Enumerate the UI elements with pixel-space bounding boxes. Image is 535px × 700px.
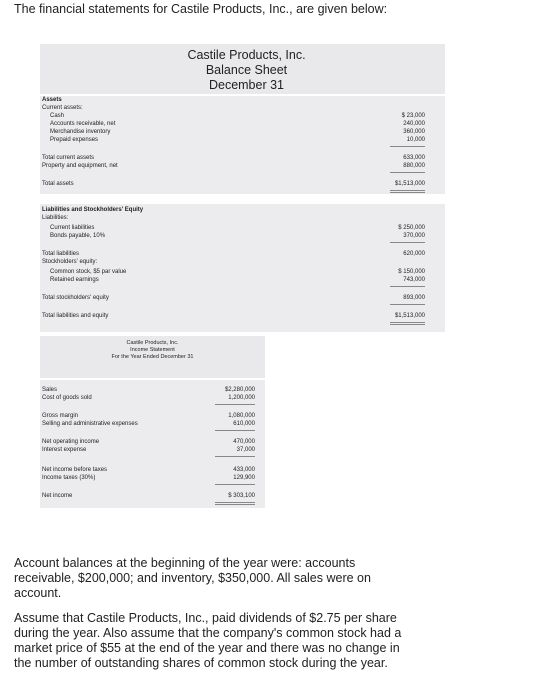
cash-row: Cash $ 23,000 [50, 113, 425, 119]
retained-earnings-row: Retained earnings 743,000 [50, 277, 425, 283]
balance-sheet-header [40, 44, 445, 94]
double-underline [390, 324, 425, 325]
ar-row: Accounts receivable, net 240,000 [50, 121, 425, 127]
is-title: Income Statement [130, 347, 175, 353]
paragraph-dividends: Assume that Castile Products, Inc., paid dividends of $2.75 per share during the year. Also assume that the company's common stock had a market price of $55 at the end of the year and there was no change in the number of outstanding shares of common stock during the year. [14, 611, 402, 670]
cogs-row: Cost of goods sold 1,200,000 [42, 395, 255, 401]
income-statement [40, 336, 265, 526]
bs-title: Balance Sheet [205, 63, 288, 77]
total-stockholders-equity-row: Total stockholders' equity 893,000 [42, 295, 425, 301]
double-underline [390, 322, 425, 323]
current-liabilities-row: Current liabilities $ 250,000 [50, 225, 425, 231]
underline [390, 146, 425, 147]
common-stock-row: Common stock, $5 par value $ 150,000 [50, 269, 425, 275]
is-period: For the Year Ended December 31 [111, 354, 194, 360]
double-underline [390, 192, 425, 193]
bs-company: Castile Products, Inc. [187, 48, 306, 62]
underline [215, 404, 255, 405]
net-operating-income-row: Net operating income 470,000 [42, 439, 255, 445]
interest-expense-row: Interest expense 37,000 [42, 447, 255, 453]
inventory-row: Merchandise inventory 360,000 [50, 129, 425, 135]
sga-row: Selling and administrative expenses 610,000 [42, 421, 255, 427]
total-liabilities-equity-row: Total liabilities and equity $1,513,000 [42, 313, 425, 319]
underline [390, 172, 425, 173]
is-company: Castile Products, Inc. [126, 340, 179, 346]
net-income-row: Net income $ 303,100 [42, 493, 255, 499]
total-current-assets-row: Total current assets 633,000 [42, 155, 425, 161]
total-assets-row: Total assets $1,513,000 [42, 181, 425, 187]
ppe-row: Property and equipment, net 880,000 [42, 163, 425, 169]
income-taxes-row: Income taxes (30%) 129,900 [42, 475, 255, 481]
double-underline [215, 504, 255, 505]
underline [215, 484, 255, 485]
underline [390, 242, 425, 243]
underline [215, 456, 255, 457]
problem-intro: The financial statements for Castile Products, Inc., are given below: [14, 2, 388, 16]
sales-row: Sales $2,280,000 [42, 387, 255, 393]
bs-date: December 31 [208, 78, 285, 92]
income-statement-header [40, 336, 265, 378]
gross-margin-row: Gross margin 1,080,000 [42, 413, 255, 419]
net-income-before-taxes-row: Net income before taxes 433,000 [42, 467, 255, 473]
underline [390, 286, 425, 287]
balance-sheet: Castile Products, Inc. Balance Sheet December 31 Assets Current assets: Cash $ 23,000 Accounts receivable, net 240,000 Merchandise inventory 360,000 Prepaid expenses 10,000 Total current assets 633,000 Property and equipment, net 880,000 Total assets $1,513,000 Liabilities and Stockholders' Equity Liabilities: Current liabilities $ 250,000 Bonds payable, 10% 370,000 Total liabilities 620,000 Stockholders' equity: Common stock, $5 par value $ 150,000 Retained earnings 743,000 Total stockholders' equity 893,000 Total liabilities and equity $1,513,000 [40, 44, 445, 334]
prepaid-row: Prepaid expenses 10,000 [50, 137, 425, 143]
underline [390, 304, 425, 305]
underline [215, 430, 255, 431]
paragraph-beginning-balances: Account balances at the beginning of the year were: accounts receivable, $200,000; and inventory, $350,000. All sales were on account. [14, 556, 371, 600]
double-underline [390, 190, 425, 191]
bonds-row: Bonds payable, 10% 370,000 [50, 233, 425, 239]
total-liabilities-row: Total liabilities 620,000 [42, 251, 425, 257]
double-underline [215, 502, 255, 503]
